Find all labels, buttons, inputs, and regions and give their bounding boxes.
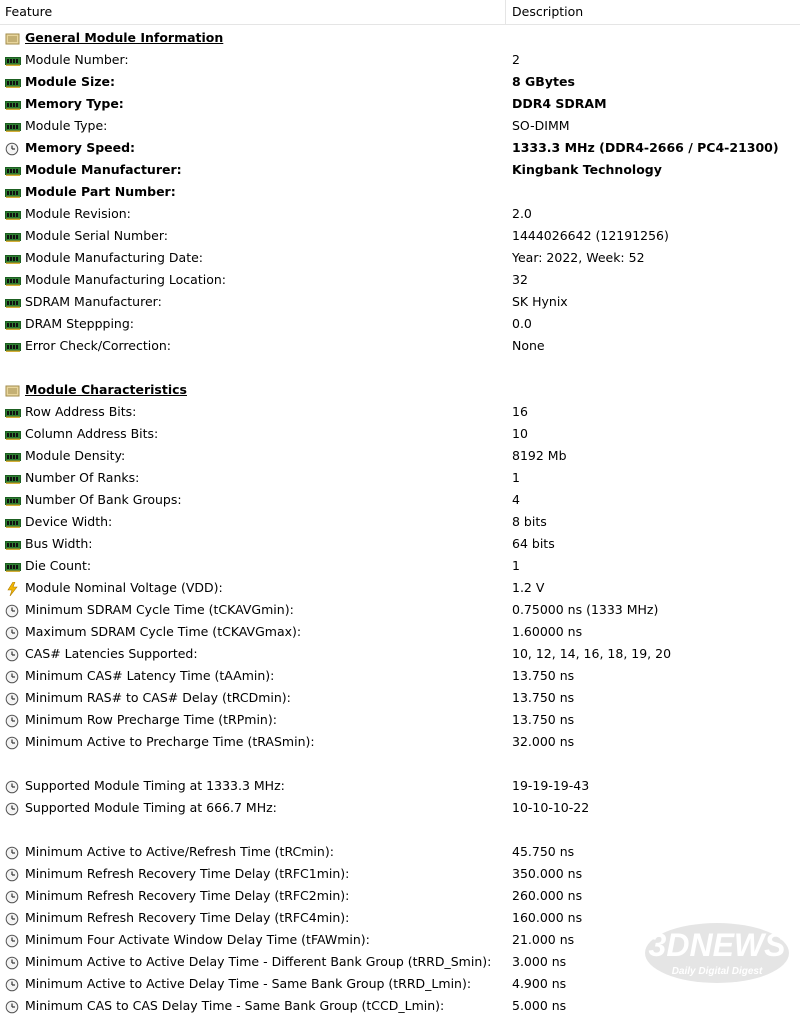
description-value: Kingbank Technology (512, 162, 662, 177)
column-divider[interactable] (505, 0, 506, 24)
feature-label: Minimum Active to Active Delay Time - Same Bank Group (tRRD_Lmin): (25, 976, 472, 991)
memory-module-icon (5, 339, 21, 353)
feature-label: Device Width: (25, 514, 113, 529)
description-value: 2 (512, 52, 520, 67)
feature-label: Module Number: (25, 52, 129, 67)
feature-label: Bus Width: (25, 536, 93, 551)
clock-icon (5, 801, 21, 815)
memory-module-icon (5, 449, 21, 463)
property-row[interactable] (0, 291, 800, 313)
column-header (0, 0, 800, 25)
folder-icon (5, 31, 21, 45)
description-value: 32 (512, 272, 528, 287)
feature-label: Minimum Four Activate Window Delay Time (tFAWmin): (25, 932, 370, 947)
section-title: General Module Information (25, 30, 224, 45)
property-row[interactable] (0, 159, 800, 181)
description-value: 16 (512, 404, 528, 419)
memory-module-icon (5, 273, 21, 287)
clock-icon (5, 141, 21, 155)
clock-icon (5, 977, 21, 991)
property-row[interactable] (0, 247, 800, 269)
memory-module-icon (5, 207, 21, 221)
property-row[interactable] (0, 71, 800, 93)
description-value: 32.000 ns (512, 734, 575, 749)
feature-label: Module Size: (25, 74, 116, 89)
clock-icon (5, 603, 21, 617)
property-row[interactable] (0, 621, 800, 643)
memory-module-icon (5, 317, 21, 331)
property-row[interactable] (0, 445, 800, 467)
feature-label: Memory Speed: (25, 140, 136, 155)
description-value: 2.0 (512, 206, 532, 221)
description-value: 10 (512, 426, 528, 441)
property-row[interactable] (0, 797, 800, 819)
property-row[interactable] (0, 203, 800, 225)
description-value: 10-10-10-22 (512, 800, 590, 815)
description-value: 3.000 ns (512, 954, 567, 969)
clock-icon (5, 845, 21, 859)
property-row[interactable] (0, 115, 800, 137)
description-value: 13.750 ns (512, 712, 575, 727)
folder-icon (5, 383, 21, 397)
memory-module-icon (5, 251, 21, 265)
memory-module-icon (5, 537, 21, 551)
property-row[interactable] (0, 665, 800, 687)
feature-label: Number Of Ranks: (25, 470, 140, 485)
description-value: 10, 12, 14, 16, 18, 19, 20 (512, 646, 672, 661)
description-value: 5.000 ns (512, 998, 567, 1013)
memory-module-icon (5, 405, 21, 419)
spd-property-list (0, 27, 800, 1017)
description-value: 4 (512, 492, 520, 507)
description-value: 21.000 ns (512, 932, 575, 947)
feature-label: Module Density: (25, 448, 126, 463)
memory-module-icon (5, 185, 21, 199)
feature-label: Memory Type: (25, 96, 124, 111)
spacer-row (0, 357, 800, 379)
description-value: 13.750 ns (512, 690, 575, 705)
feature-label: Minimum Active to Precharge Time (tRASmin): (25, 734, 315, 749)
feature-label: Minimum Refresh Recovery Time Delay (tRFC4min): (25, 910, 350, 925)
memory-module-icon (5, 471, 21, 485)
memory-module-icon (5, 229, 21, 243)
feature-label: Module Type: (25, 118, 108, 133)
feature-label: Minimum SDRAM Cycle Time (tCKAVGmin): (25, 602, 294, 617)
memory-module-icon (5, 493, 21, 507)
property-row[interactable] (0, 313, 800, 335)
memory-module-icon (5, 163, 21, 177)
description-value: SO-DIMM (512, 118, 570, 133)
property-row[interactable] (0, 885, 800, 907)
clock-icon (5, 735, 21, 749)
description-value: 1.60000 ns (512, 624, 583, 639)
property-row[interactable] (0, 137, 800, 159)
feature-label: Module Part Number: (25, 184, 176, 199)
property-row[interactable] (0, 863, 800, 885)
feature-label: Column Address Bits: (25, 426, 159, 441)
section-title: Module Characteristics (25, 382, 187, 397)
description-value: 0.75000 ns (1333 MHz) (512, 602, 659, 617)
memory-module-icon (5, 515, 21, 529)
section-header[interactable] (0, 379, 800, 401)
clock-icon (5, 911, 21, 925)
property-row[interactable] (0, 489, 800, 511)
lightning-icon (5, 581, 21, 595)
property-row[interactable] (0, 181, 800, 203)
property-row[interactable] (0, 709, 800, 731)
description-value: 1.2 V (512, 580, 545, 595)
description-value: 45.750 ns (512, 844, 575, 859)
column-header-description[interactable]: Description (512, 4, 584, 19)
feature-label: Minimum CAS# Latency Time (tAAmin): (25, 668, 275, 683)
description-value: 1 (512, 558, 520, 573)
memory-module-icon (5, 427, 21, 441)
watermark-logo-text: 3DNEWS (648, 927, 786, 963)
description-value: 4.900 ns (512, 976, 567, 991)
description-value: 19-19-19-43 (512, 778, 590, 793)
description-value: 160.000 ns (512, 910, 583, 925)
property-row[interactable] (0, 269, 800, 291)
feature-label: Supported Module Timing at 666.7 MHz: (25, 800, 277, 815)
description-value: 0.0 (512, 316, 532, 331)
description-value: 64 bits (512, 536, 555, 551)
feature-label: Module Nominal Voltage (VDD): (25, 580, 223, 595)
section-header[interactable] (0, 27, 800, 49)
description-value: None (512, 338, 545, 353)
property-row[interactable] (0, 775, 800, 797)
description-value: 260.000 ns (512, 888, 583, 903)
feature-label: Die Count: (25, 558, 92, 573)
feature-label: Maximum SDRAM Cycle Time (tCKAVGmax): (25, 624, 302, 639)
description-value: 8 bits (512, 514, 547, 529)
feature-label: Module Manufacturing Date: (25, 250, 204, 265)
clock-icon (5, 889, 21, 903)
feature-label: SDRAM Manufacturer: (25, 294, 162, 309)
property-row[interactable] (0, 841, 800, 863)
feature-label: Minimum Active to Active/Refresh Time (tRCmin): (25, 844, 334, 859)
property-row[interactable] (0, 49, 800, 71)
clock-icon (5, 647, 21, 661)
description-value: DDR4 SDRAM (512, 96, 607, 111)
clock-icon (5, 933, 21, 947)
clock-icon (5, 713, 21, 727)
property-row[interactable] (0, 533, 800, 555)
feature-label: Minimum Refresh Recovery Time Delay (tRFC2min): (25, 888, 350, 903)
clock-icon (5, 691, 21, 705)
feature-label: Module Revision: (25, 206, 131, 221)
feature-label: Minimum Row Precharge Time (tRPmin): (25, 712, 277, 727)
property-row[interactable] (0, 401, 800, 423)
description-value: Year: 2022, Week: 52 (512, 250, 645, 265)
property-row[interactable] (0, 511, 800, 533)
property-row[interactable] (0, 599, 800, 621)
feature-label: Number Of Bank Groups: (25, 492, 182, 507)
description-value: 350.000 ns (512, 866, 583, 881)
feature-label: Minimum Active to Active Delay Time - Different Bank Group (tRRD_Smin): (25, 954, 492, 969)
memory-module-icon (5, 119, 21, 133)
feature-label: Minimum CAS to CAS Delay Time - Same Bank Group (tCCD_Lmin): (25, 998, 445, 1013)
property-row[interactable] (0, 467, 800, 489)
clock-icon (5, 999, 21, 1013)
description-value: 13.750 ns (512, 668, 575, 683)
description-value: SK Hynix (512, 294, 568, 309)
clock-icon (5, 955, 21, 969)
property-row[interactable] (0, 555, 800, 577)
feature-label: Minimum RAS# to CAS# Delay (tRCDmin): (25, 690, 291, 705)
memory-module-icon (5, 75, 21, 89)
description-value: 1333.3 MHz (DDR4-2666 / PC4-21300) (512, 140, 779, 155)
memory-module-icon (5, 97, 21, 111)
watermark-logo (642, 918, 792, 988)
description-value: 8 GBytes (512, 74, 575, 89)
property-row[interactable] (0, 643, 800, 665)
watermark-tagline: Daily Digital Digest (671, 966, 763, 977)
property-row[interactable] (0, 93, 800, 115)
memory-module-icon (5, 295, 21, 309)
feature-label: Minimum Refresh Recovery Time Delay (tRFC1min): (25, 866, 350, 881)
feature-label: Module Manufacturing Location: (25, 272, 226, 287)
property-row[interactable] (0, 225, 800, 247)
feature-label: DRAM Steppping: (25, 316, 134, 331)
property-row[interactable] (0, 423, 800, 445)
clock-icon (5, 625, 21, 639)
spacer-row (0, 819, 800, 841)
property-row[interactable] (0, 335, 800, 357)
description-value: 1 (512, 470, 520, 485)
property-row[interactable] (0, 995, 800, 1017)
description-value: 1444026642 (12191256) (512, 228, 669, 243)
clock-icon (5, 779, 21, 793)
description-value: 8192 Mb (512, 448, 567, 463)
feature-label: Module Serial Number: (25, 228, 168, 243)
column-header-feature[interactable]: Feature (5, 4, 53, 19)
feature-label: CAS# Latencies Supported: (25, 646, 198, 661)
clock-icon (5, 669, 21, 683)
feature-label: Supported Module Timing at 1333.3 MHz: (25, 778, 285, 793)
property-row[interactable] (0, 687, 800, 709)
feature-label: Error Check/Correction: (25, 338, 171, 353)
property-row[interactable] (0, 577, 800, 599)
property-row[interactable] (0, 731, 800, 753)
memory-module-icon (5, 53, 21, 67)
memory-module-icon (5, 559, 21, 573)
spacer-row (0, 753, 800, 775)
feature-label: Module Manufacturer: (25, 162, 182, 177)
clock-icon (5, 867, 21, 881)
feature-label: Row Address Bits: (25, 404, 137, 419)
